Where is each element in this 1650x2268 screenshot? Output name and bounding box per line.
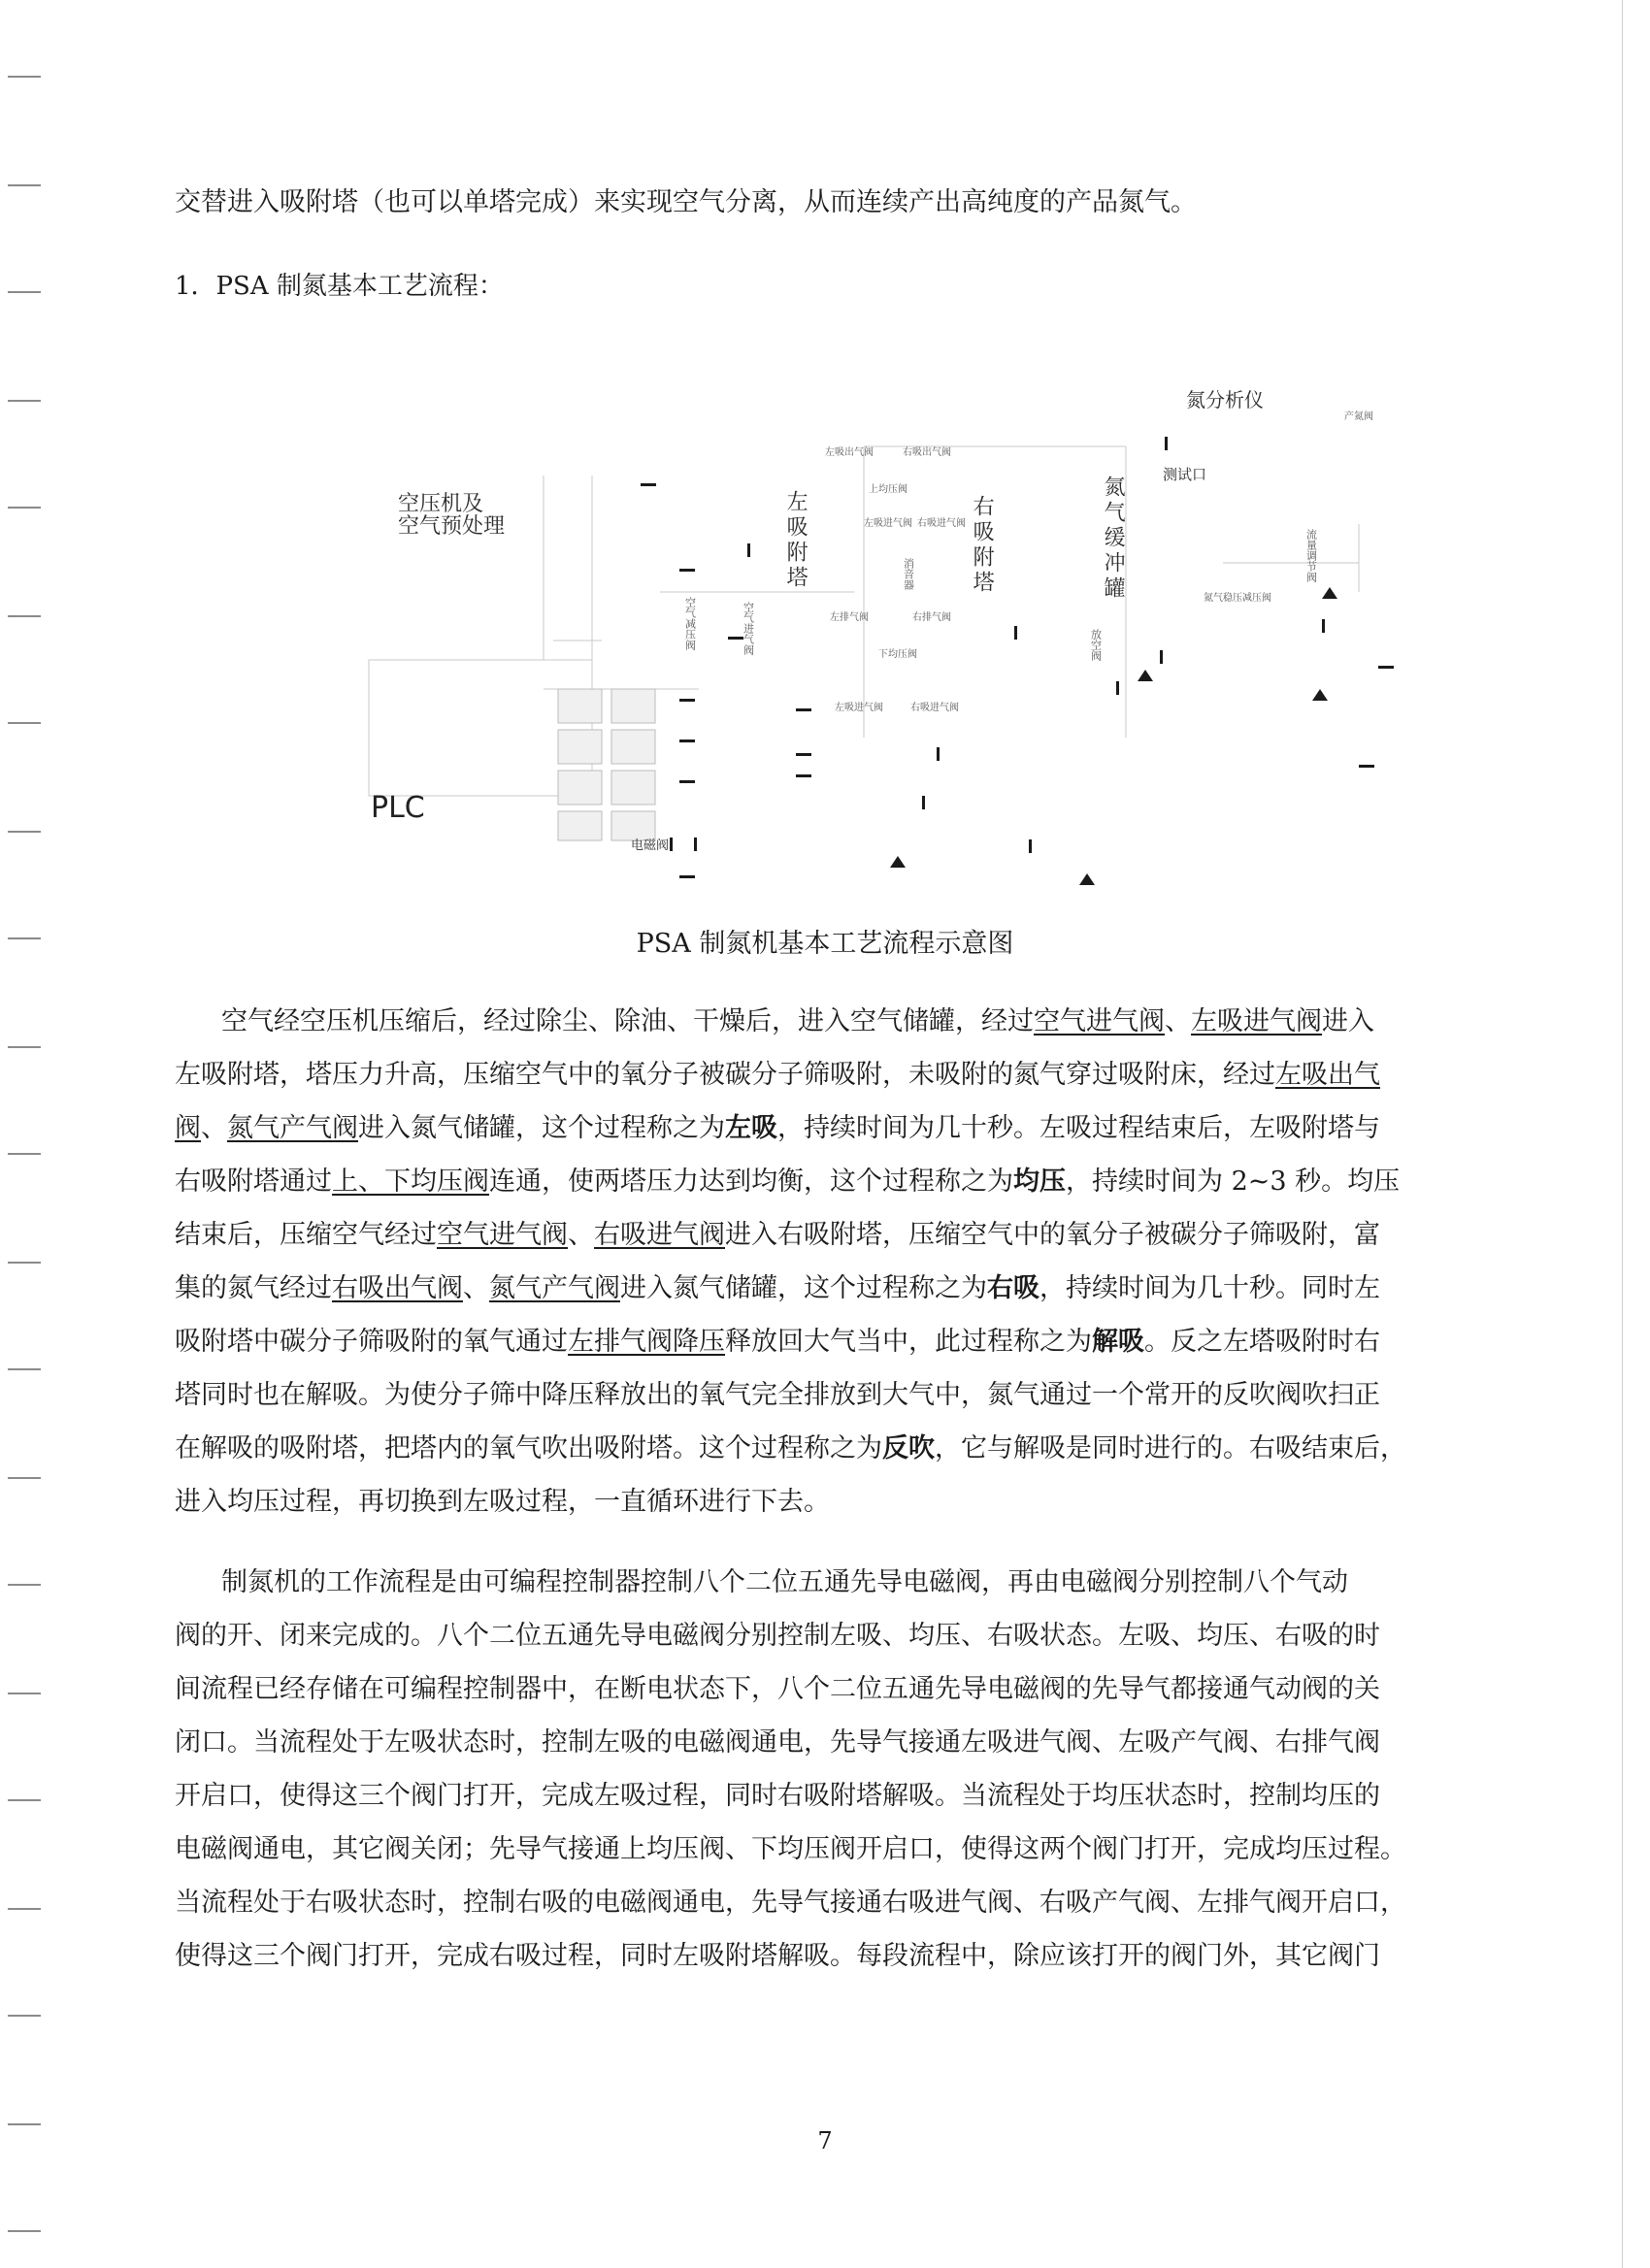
binding-mark	[8, 722, 41, 724]
solenoid-block	[611, 811, 655, 840]
paragraph1-line9: 在解吸的吸附塔，把塔内的氧气吹出吸附塔。这个过程称之为反吹，它与解吸是同时进行的。右吸结束后，	[175, 1433, 1406, 1463]
air-reducer-label: 空气减压阀	[683, 597, 697, 650]
binding-mark	[8, 1799, 41, 1801]
arrow-head	[1312, 689, 1328, 701]
solenoid-label: 电磁阀	[631, 838, 670, 853]
paragraph1-line8: 塔同时也在解吸。为使分子筛中降压释放出的氧气完全排放到大气中，氮气通过一个常开的反吹阀吹扫正	[175, 1380, 1380, 1410]
arrow-mark	[1359, 765, 1374, 768]
arrow-mark	[728, 637, 743, 640]
intro-line: 交替进入吸附塔（也可以单塔完成）来实现空气分离，从而连续产出高纯度的产品氮气。	[175, 187, 1197, 217]
arrow-mark	[796, 708, 811, 711]
arrow-head	[1322, 587, 1337, 599]
binding-mark	[8, 291, 41, 293]
upper-equal-label: 上均压阀	[869, 484, 908, 495]
right-inlet-label: 右吸进气阀	[917, 518, 966, 529]
arrow-mark	[679, 780, 695, 783]
solenoid-block	[611, 730, 655, 764]
n2-reducer-label: 氮气稳压减压阀	[1204, 593, 1271, 604]
paragraph1-line6: 集的氮气经过右吸出气阀、氮气产气阀进入氮气储罐，这个过程称之为右吸，持续时间为几十秒。同时左	[175, 1273, 1380, 1303]
solenoid-block	[558, 811, 602, 840]
paragraph1-line7: 吸附塔中碳分子筛吸附的氧气通过左排气阀降压释放回大气当中，此过程称之为解吸。反之左塔吸附时右	[175, 1327, 1380, 1357]
lower-equal-label: 下均压阀	[878, 649, 917, 660]
paragraph1-line5: 结束后，压缩空气经过空气进气阀、右吸进气阀进入右吸附塔，压缩空气中的氧分子被碳分子筛吸附，富	[175, 1220, 1380, 1250]
binding-mark	[8, 1693, 41, 1694]
paragraph2-line6: 电磁阀通电，其它阀关闭；先导气接通上均压阀、下均压阀开启口，使得这两个阀门打开，完成均压过程。	[175, 1834, 1406, 1864]
arrow-mark	[796, 774, 811, 777]
paragraph1-line2: 左吸附塔，塔压力升高，压缩空气中的氧分子被碳分子筛吸附，未吸附的氮气穿过吸附床，经过左吸出气	[175, 1060, 1380, 1090]
paragraph1-line10: 进入均压过程，再切换到左吸过程，一直循环进行下去。	[175, 1487, 830, 1517]
paragraph1-line3: 阀、氮气产气阀进入氮气储罐，这个过程称之为左吸，持续时间为几十秒。左吸过程结束后，左吸附塔与	[175, 1113, 1380, 1143]
arrow-mark	[679, 569, 695, 572]
arrow-head	[890, 856, 906, 868]
binding-mark	[8, 1368, 41, 1370]
arrow-head	[1079, 873, 1095, 885]
left-outlet-label: 左吸出气阀	[825, 447, 874, 458]
binding-mark	[8, 1262, 41, 1264]
arrow-mark	[694, 838, 697, 851]
binding-mark	[8, 400, 41, 402]
binding-mark	[8, 2015, 41, 2017]
left-inlet-label: 左吸进气阀	[864, 518, 912, 529]
right-intake-label: 右吸进气阀	[910, 703, 959, 713]
paragraph2-line3: 间流程已经存储在可编程控制器中，在断电状态下，八个二位五通先导电磁阀的先导气都接通气动阀的关	[175, 1674, 1380, 1704]
arrow-mark	[1378, 666, 1394, 669]
paragraph1-line4: 右吸附塔通过上、下均压阀连通，使两塔压力达到均衡，这个过程称之为均压，持续时间为 2~3 秒。均压	[175, 1167, 1401, 1197]
binding-mark	[8, 2123, 41, 2125]
solenoid-block	[558, 771, 602, 805]
arrow-mark	[1160, 650, 1163, 664]
binding-mark	[8, 1908, 41, 1910]
arrow-mark	[1014, 626, 1017, 640]
binding-mark	[8, 831, 41, 833]
arrow-mark	[679, 875, 695, 878]
paragraph2-line2: 阀的开、闭来完成的。八个二位五通先导电磁阀分别控制左吸、均压、右吸状态。左吸、均压、右吸的时	[175, 1621, 1380, 1651]
page-number: 7	[817, 2127, 833, 2154]
paragraph2-line1: 制氮机的工作流程是由可编程控制器控制八个二位五通先导电磁阀，再由电磁阀分别控制八个气动	[221, 1567, 1348, 1597]
arrow-mark	[1322, 619, 1325, 633]
paragraph2-line8: 使得这三个阀门打开，完成右吸过程，同时左吸附塔解吸。每段流程中，除应该打开的阀门外，其它阀门	[175, 1941, 1380, 1971]
solenoid-block	[558, 689, 602, 723]
arrow-mark	[1165, 437, 1168, 450]
paragraph2-line5: 开启口，使得这三个阀门打开，完成左吸过程，同时右吸附塔解吸。当流程处于均压状态时，控制均压的	[175, 1781, 1380, 1811]
product-valve-label: 产氮阀	[1344, 411, 1373, 422]
silencer-label: 消音器	[902, 558, 915, 590]
binding-mark	[8, 2230, 41, 2232]
diagram-lines	[349, 369, 1398, 903]
analyzer-label: 氮分析仪	[1186, 388, 1264, 411]
binding-mark	[8, 507, 41, 509]
plc-label: PLC	[371, 791, 425, 825]
right-exhaust-label: 右排气阀	[912, 612, 951, 623]
arrow-mark	[641, 483, 656, 486]
arrow-mark	[1116, 681, 1119, 695]
left-intake-label: 左吸进气阀	[835, 703, 883, 713]
buffer-tank-label: 氮气缓冲罐	[1101, 476, 1126, 602]
arrow-mark	[1029, 839, 1032, 853]
paragraph2-line4: 闭口。当流程处于左吸状态时，控制左吸的电磁阀通电，先导气接通左吸进气阀、左吸产气阀、右排气阀	[175, 1727, 1380, 1758]
arrow-mark	[747, 543, 750, 557]
arrow-mark	[922, 796, 925, 809]
binding-mark	[8, 76, 41, 78]
solenoid-block	[611, 771, 655, 805]
right-outlet-label: 右吸出气阀	[903, 447, 951, 458]
left-tower-label: 左吸附塔	[783, 490, 808, 591]
flow-valve-label: 流量调节阀	[1304, 529, 1318, 582]
binding-mark	[8, 184, 41, 186]
binding-mark	[8, 1046, 41, 1048]
solenoid-block	[558, 730, 602, 764]
arrow-mark	[796, 753, 811, 756]
binding-mark	[8, 1584, 41, 1586]
binding-mark	[8, 615, 41, 617]
section-heading: 1．PSA 制氮基本工艺流程：	[175, 272, 504, 301]
binding-mark	[8, 1153, 41, 1155]
arrow-head	[1138, 670, 1153, 681]
right-tower-label: 右吸附塔	[970, 495, 995, 596]
arrow-mark	[679, 740, 695, 742]
solenoid-block	[611, 689, 655, 723]
arrow-mark	[670, 838, 673, 851]
left-exhaust-label: 左排气阀	[830, 612, 869, 623]
air-inlet-valve-label: 空气进气阀	[742, 602, 755, 655]
paragraph1-line1: 空气经空压机压缩后，经过除尘、除油、干燥后，进入空气储罐，经过空气进气阀、左吸进气阀进入	[221, 1006, 1374, 1036]
arrow-mark	[937, 747, 940, 761]
binding-mark	[8, 1477, 41, 1479]
paragraph2-line7: 当流程处于右吸状态时，控制右吸的电磁阀通电，先导气接通右吸进气阀、右吸产气阀、左排气阀开启口，	[175, 1888, 1406, 1918]
process-flow-diagram	[349, 369, 1398, 903]
compressor-label: 空压机及 空气预处理	[398, 492, 506, 540]
diagram-caption: PSA 制氮机基本工艺流程示意图	[636, 929, 1014, 959]
drain-valve-label: 放空阀	[1089, 629, 1103, 661]
arrow-mark	[679, 699, 695, 702]
page-edge	[1622, 0, 1623, 2268]
test-port-label: 测试口	[1163, 466, 1207, 483]
